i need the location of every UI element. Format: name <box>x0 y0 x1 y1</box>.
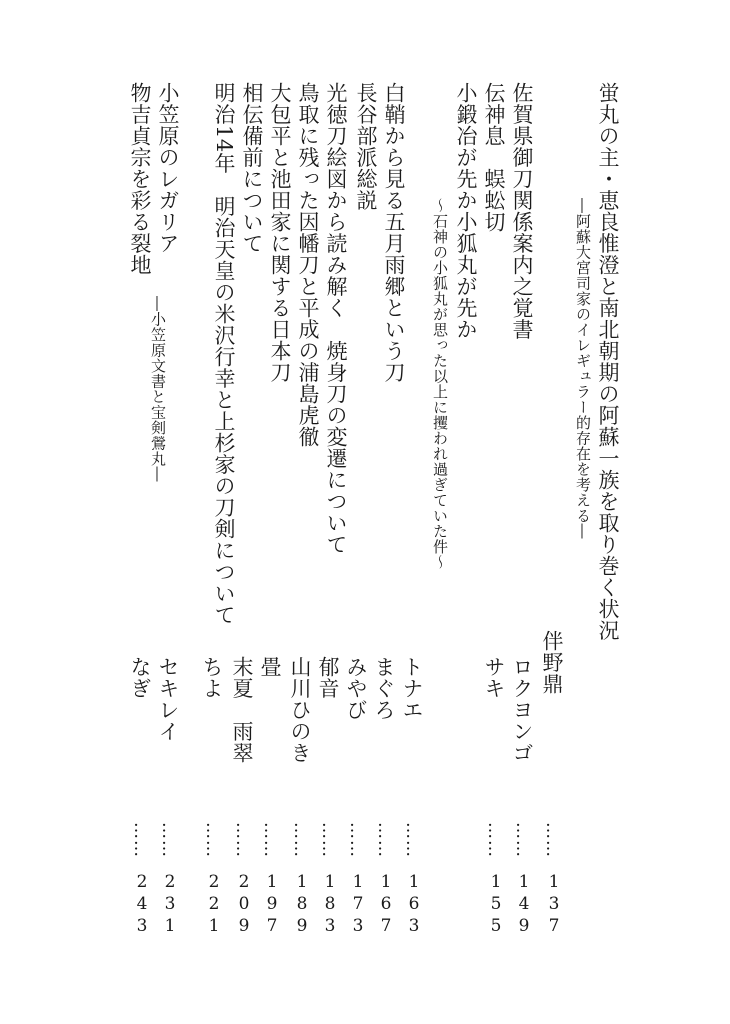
toc-title: 佐賀県御刀関係案内之覚書 <box>510 82 534 340</box>
toc-title: 小笠原のレガリア <box>156 82 180 254</box>
toc-page: 167 <box>376 872 396 938</box>
toc-title: 物吉貞宗を彩る裂地 <box>128 82 152 276</box>
toc-page: 197 <box>262 872 282 938</box>
toc-title-secondary: 小鍛冶が先か小狐丸が先か <box>454 82 478 340</box>
toc-subtitle: ―小笠原文書と宝剣鶯丸― <box>149 296 167 482</box>
toc-leader: …… <box>542 822 562 858</box>
toc-page: 183 <box>320 872 340 938</box>
toc-title: 伝神息 蜈蚣切 <box>482 82 506 233</box>
toc-leader: …… <box>484 822 504 858</box>
toc-subtitle: ―阿蘇大宮司家のイレギュラー的存在を考える― <box>574 198 592 539</box>
toc-author: トナエ <box>400 656 424 721</box>
toc-page: 155 <box>486 872 506 938</box>
toc-page: 137 <box>544 872 564 938</box>
toc-author: まぐろ <box>372 656 396 721</box>
toc-page: 149 <box>514 872 534 938</box>
toc-page: 173 <box>348 872 368 938</box>
toc-title: 明治14年 明治天皇の米沢行幸と上杉家の刀剣について <box>212 82 236 626</box>
toc-title: 光徳刀絵図から読み解く 焼身刀の変遷について <box>324 82 348 555</box>
toc-page: 209 <box>234 872 254 938</box>
toc-author: ロクヨンゴ <box>510 656 534 764</box>
toc-title: 鳥取に残った因幡刀と平成の浦島虎徹 <box>296 82 320 448</box>
toc-author: 畳 <box>258 656 282 678</box>
toc-author: サキ <box>482 656 506 699</box>
toc-author: セキレイ <box>156 656 180 742</box>
toc-author: 伴野鼎 <box>540 630 564 695</box>
toc-leader: …… <box>374 822 394 858</box>
toc-title: 蛍丸の主・恵良惟澄と南北朝期の阿蘇一族を取り巻く状況 <box>596 82 620 641</box>
toc-title: 白鞘から見る五月雨郷という刀 <box>382 82 406 383</box>
toc-author: 山川ひのき <box>288 656 312 764</box>
toc-title: 相伝備前について <box>240 82 264 254</box>
toc-leader: …… <box>232 822 252 858</box>
toc-leader: …… <box>346 822 366 858</box>
toc-leader: …… <box>158 822 178 858</box>
toc-page: 221 <box>204 872 224 938</box>
toc-leader: …… <box>260 822 280 858</box>
toc-page: 189 <box>292 872 312 938</box>
toc-subtitle: ～石神の小狐丸が思った以上に攫われ過ぎていた件～ <box>431 198 449 570</box>
toc-page: 231 <box>160 872 180 938</box>
toc-author: 末夏 雨翠 <box>230 656 254 764</box>
toc-title: 大包平と池田家に関する日本刀 <box>268 82 292 383</box>
toc-leader: …… <box>202 822 222 858</box>
toc-author: 郁音 <box>316 656 340 699</box>
toc-leader: …… <box>512 822 532 858</box>
toc-page: 243 <box>132 872 152 938</box>
toc-leader: …… <box>290 822 310 858</box>
toc-author: ちよ <box>200 656 224 699</box>
toc-leader: …… <box>318 822 338 858</box>
toc-leader: …… <box>402 822 422 858</box>
toc-title: 長谷部派総説 <box>354 82 378 211</box>
toc-page: 163 <box>404 872 424 938</box>
toc-author: みやび <box>344 656 368 721</box>
toc-author: なぎ <box>128 656 152 699</box>
toc-leader: …… <box>130 822 150 858</box>
